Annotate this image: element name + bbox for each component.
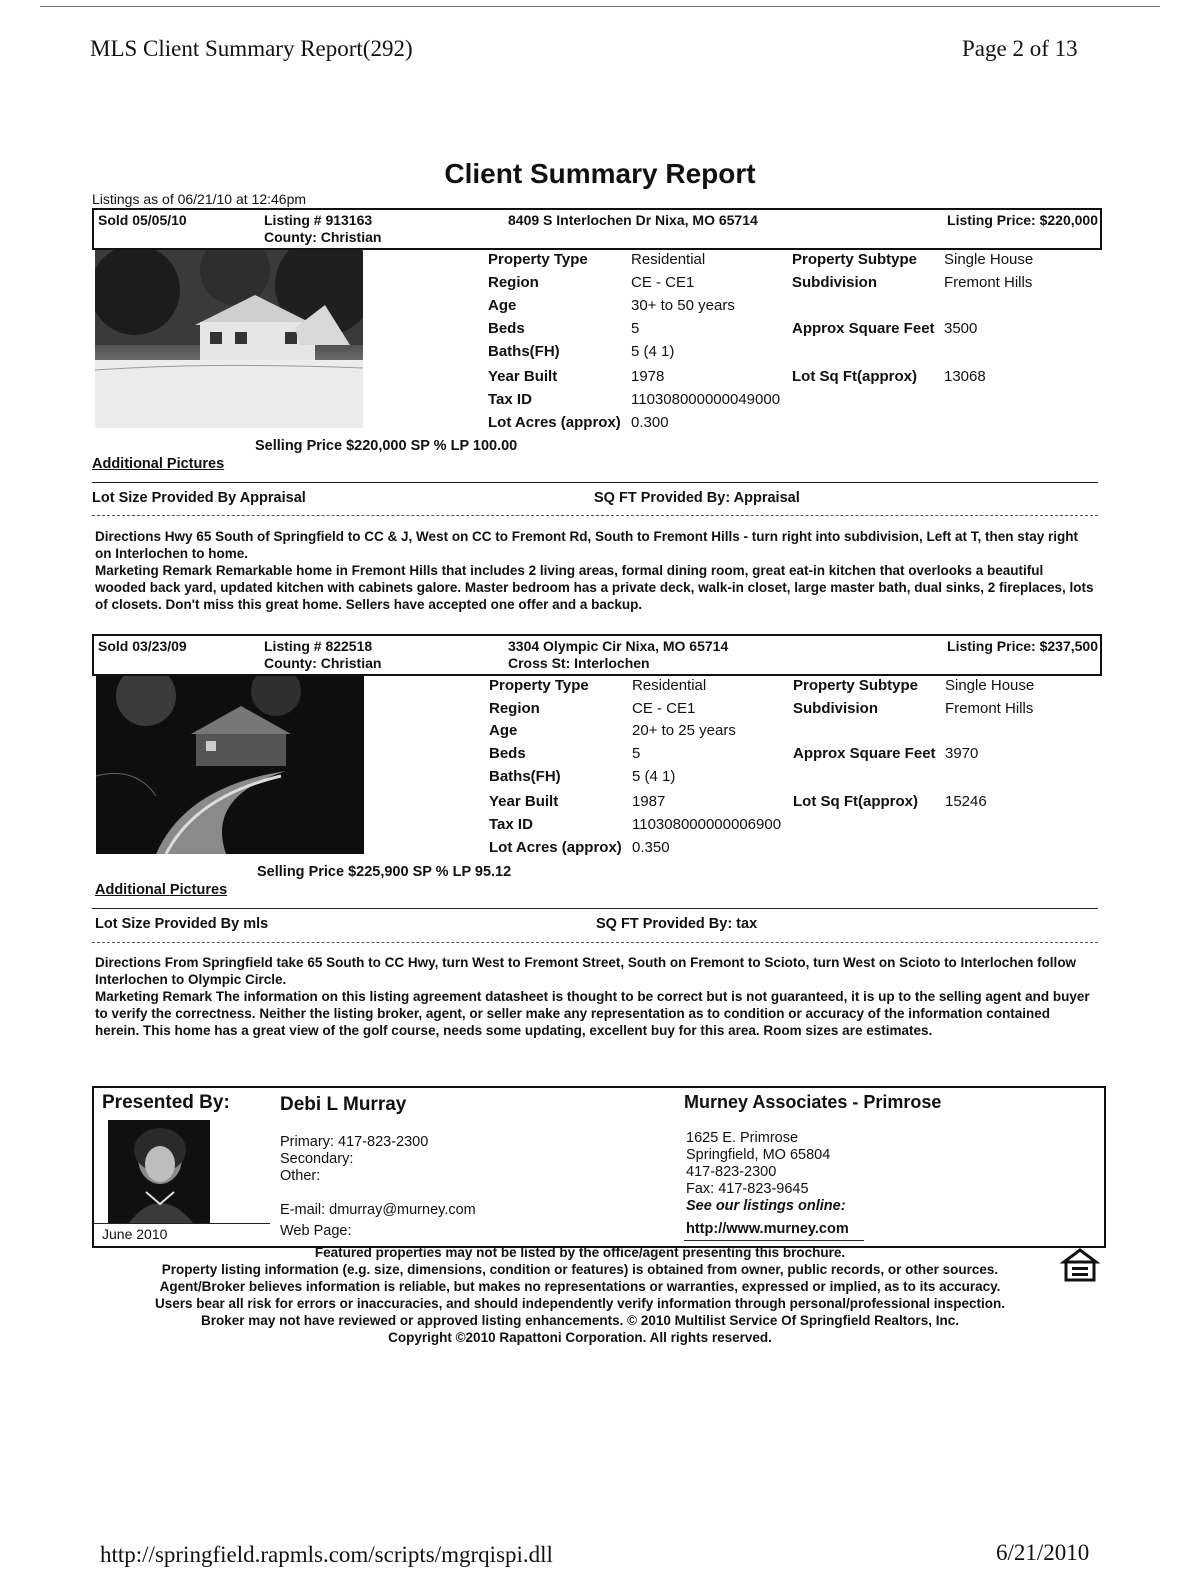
equal-housing-icon bbox=[1060, 1246, 1100, 1286]
value-year-built: 1978 bbox=[631, 368, 665, 385]
listing-cross-street: Cross St: Interlochen bbox=[508, 655, 650, 671]
house-image bbox=[96, 676, 364, 854]
listing-number: Listing # 913163 bbox=[264, 212, 373, 228]
divider bbox=[92, 482, 1098, 483]
selling-price: Selling Price $225,900 SP % LP 95.12 bbox=[257, 864, 512, 880]
directions-text: Hwy 65 South of Springfield to CC & J, West on CC to Fremont Rd, South to Fremont Hills - turn right into subdivision, Left at T, then stay right on Interlochen to home. bbox=[95, 529, 1079, 561]
label-property-type: Property Type bbox=[489, 677, 589, 694]
agent-portrait bbox=[108, 1120, 210, 1224]
page-header-title: MLS Client Summary Report(292) bbox=[90, 36, 413, 61]
label-sqft: Approx Square Feet bbox=[792, 320, 935, 337]
label-beds: Beds bbox=[488, 320, 525, 337]
value-beds: 5 bbox=[631, 320, 640, 337]
value-sqft: 3970 bbox=[945, 745, 979, 762]
label-subdivision: Subdivision bbox=[792, 274, 878, 291]
presented-by-label: Presented By: bbox=[102, 1092, 230, 1113]
label-beds: Beds bbox=[489, 745, 526, 762]
office-fax: Fax: 417-823-9645 bbox=[686, 1181, 809, 1197]
listing-address: 3304 Olympic Cir Nixa, MO 65714 bbox=[508, 638, 729, 654]
value-subdivision: Fremont Hills bbox=[944, 274, 1033, 291]
divider bbox=[92, 515, 1098, 516]
value-region: CE - CE1 bbox=[632, 700, 696, 717]
label-age: Age bbox=[488, 297, 517, 314]
value-baths: 5 (4 1) bbox=[631, 343, 675, 360]
label-property-subtype: Property Subtype bbox=[793, 677, 919, 694]
agent-other-phone: Other: bbox=[280, 1168, 321, 1184]
footer-url: http://springfield.rapmls.com/scripts/mgrqispi.dll bbox=[100, 1542, 553, 1567]
agent-email[interactable]: E-mail: dmurray@murney.com bbox=[280, 1202, 476, 1218]
label-baths: Baths(FH) bbox=[488, 343, 560, 360]
value-baths: 5 (4 1) bbox=[632, 768, 676, 785]
listing-price: Listing Price: $237,500 bbox=[947, 638, 1098, 654]
label-property-subtype: Property Subtype bbox=[792, 251, 918, 268]
listing-photo-2[interactable] bbox=[96, 676, 364, 854]
label-sqft: Approx Square Feet bbox=[793, 745, 936, 762]
agent-primary-phone: Primary: 417-823-2300 bbox=[280, 1134, 429, 1150]
sqft-provided: SQ FT Provided By: Appraisal bbox=[594, 490, 800, 506]
marketing-label: Marketing Remark bbox=[95, 989, 213, 1004]
listing-photo-1[interactable] bbox=[95, 250, 363, 428]
label-lot-acres: Lot Acres (approx) bbox=[489, 839, 622, 856]
label-region: Region bbox=[489, 700, 540, 717]
marketing-text: The information on this listing agreement datasheet is thought to be correct but is not guaranteed, it is up to the selling agent and buyer to verify the correctness. Neither the listing broker, agent, or seller make any representation as to condition or accuracy of the information contained herein. This home has a great view of the golf course, needs some updating, excellent buy for this area. Room sizes are estimates. bbox=[95, 989, 1090, 1038]
house-image bbox=[95, 250, 363, 428]
listing-status: Sold 03/23/09 bbox=[98, 638, 187, 654]
disclaimer-line-4: Users bear all risk for errors or inaccuracies, and should independently verify information through personal/professional inspection. bbox=[155, 1296, 1005, 1311]
marketing-label: Marketing Remark bbox=[95, 563, 213, 578]
agent-photo-date: June 2010 bbox=[102, 1226, 168, 1242]
value-age: 20+ to 25 years bbox=[632, 722, 736, 739]
label-baths: Baths(FH) bbox=[489, 768, 561, 785]
value-property-subtype: Single House bbox=[944, 251, 1034, 268]
office-name: Murney Associates - Primrose bbox=[684, 1092, 942, 1112]
value-sqft: 3500 bbox=[944, 320, 978, 337]
url-underline bbox=[684, 1240, 864, 1241]
value-beds: 5 bbox=[632, 745, 641, 762]
value-lot-sqft: 13068 bbox=[944, 368, 986, 385]
listing-header-1 bbox=[92, 208, 1102, 250]
office-address-2: Springfield, MO 65804 bbox=[686, 1147, 831, 1163]
listing-price: Listing Price: $220,000 bbox=[947, 212, 1098, 228]
label-lot-sqft: Lot Sq Ft(approx) bbox=[792, 368, 917, 385]
listing-county: County: Christian bbox=[264, 229, 382, 245]
value-year-built: 1987 bbox=[632, 793, 666, 810]
label-lot-sqft: Lot Sq Ft(approx) bbox=[793, 793, 918, 810]
see-listings-online: See our listings online: bbox=[686, 1198, 846, 1214]
presenter-box bbox=[92, 1086, 1106, 1248]
value-region: CE - CE1 bbox=[631, 274, 695, 291]
value-property-subtype: Single House bbox=[945, 677, 1035, 694]
directions bbox=[95, 528, 1095, 613]
disclaimer-line-2: Property listing information (e.g. size, dimensions, condition or features) is obtained from owner, public records, or other sources. bbox=[161, 1262, 999, 1277]
additional-pictures-link[interactable]: Additional Pictures bbox=[95, 882, 228, 898]
agent-photo[interactable] bbox=[108, 1120, 210, 1224]
selling-price: Selling Price $220,000 SP % LP 100.00 bbox=[255, 438, 518, 454]
listing-header-2 bbox=[92, 634, 1102, 676]
divider bbox=[92, 942, 1098, 943]
value-subdivision: Fremont Hills bbox=[945, 700, 1034, 717]
value-lot-acres: 0.350 bbox=[632, 839, 670, 856]
listing-status: Sold 05/05/10 bbox=[98, 212, 187, 228]
directions-text: From Springfield take 65 South to CC Hwy, turn West to Fremont Street, South on Fremont to Scioto, turn West on Scioto to Interlochen follow Interlochen to Olympic Circle. bbox=[95, 955, 1077, 987]
office-url[interactable]: http://www.murney.com bbox=[686, 1221, 849, 1237]
disclaimer-line-1: Featured properties may not be listed by the office/agent presenting this brochure. bbox=[314, 1245, 846, 1260]
value-lot-acres: 0.300 bbox=[631, 414, 669, 431]
directions bbox=[95, 954, 1095, 1039]
page-number: Page 2 of 13 bbox=[962, 36, 1078, 61]
value-property-type: Residential bbox=[631, 251, 706, 268]
directions-label: Directions bbox=[95, 529, 162, 544]
photo-date-line bbox=[94, 1223, 270, 1224]
label-tax-id: Tax ID bbox=[488, 391, 532, 408]
value-lot-sqft: 15246 bbox=[945, 793, 987, 810]
listing-county: County: Christian bbox=[264, 655, 382, 671]
lot-size-provided: Lot Size Provided By Appraisal bbox=[92, 490, 306, 506]
scan-top-line bbox=[40, 6, 1160, 7]
listing-number: Listing # 822518 bbox=[264, 638, 373, 654]
label-lot-acres: Lot Acres (approx) bbox=[488, 414, 621, 431]
sqft-provided: SQ FT Provided By: tax bbox=[596, 916, 758, 932]
additional-pictures-link[interactable]: Additional Pictures bbox=[92, 456, 225, 472]
divider bbox=[92, 908, 1098, 909]
disclaimer-line-3: Agent/Broker believes information is reliable, but makes no representations or warranties, expressed or implied, as to its accuracy. bbox=[159, 1279, 1001, 1294]
label-property-type: Property Type bbox=[488, 251, 588, 268]
agent-name: Debi L Murray bbox=[280, 1094, 407, 1115]
footer-date: 6/21/2010 bbox=[996, 1540, 1090, 1565]
marketing-text: Remarkable home in Fremont Hills that includes 2 living areas, formal dining room, great eat-in kitchen that overlooks a beautiful wooded back yard, updated kitchen with cabinets galore. Master bedroom has a private deck, walk-in closet, large master bath, dual sinks, 2 fireplaces, lots of closets. Don't miss this great home. Sellers have accepted one offer and a backup. bbox=[95, 563, 1094, 612]
report-title: Client Summary Report bbox=[444, 158, 756, 189]
value-tax-id: 110308000000006900 bbox=[632, 816, 782, 833]
value-age: 30+ to 50 years bbox=[631, 297, 735, 314]
disclaimer-line-5: Broker may not have reviewed or approved listing enhancements. © 2010 Multilist Service Of Springfield Realtors, Inc. bbox=[201, 1313, 959, 1328]
listings-as-of: Listings as of 06/21/10 at 12:46pm bbox=[92, 191, 307, 207]
disclaimer-line-6: Copyright ©2010 Rapattoni Corporation. All rights reserved. bbox=[388, 1330, 772, 1345]
agent-web-page[interactable]: Web Page: bbox=[280, 1223, 352, 1239]
agent-secondary-phone: Secondary: bbox=[280, 1151, 354, 1167]
label-subdivision: Subdivision bbox=[793, 700, 879, 717]
lot-size-provided: Lot Size Provided By mls bbox=[95, 916, 269, 932]
label-year-built: Year Built bbox=[489, 793, 559, 810]
label-age: Age bbox=[489, 722, 518, 739]
value-property-type: Residential bbox=[632, 677, 707, 694]
label-tax-id: Tax ID bbox=[489, 816, 533, 833]
directions-label: Directions bbox=[95, 955, 162, 970]
listing-address: 8409 S Interlochen Dr Nixa, MO 65714 bbox=[508, 212, 758, 228]
label-region: Region bbox=[488, 274, 539, 291]
office-address-1: 1625 E. Primrose bbox=[686, 1130, 799, 1146]
office-phone: 417-823-2300 bbox=[686, 1164, 777, 1180]
label-year-built: Year Built bbox=[488, 368, 558, 385]
value-tax-id: 110308000000049000 bbox=[631, 391, 781, 408]
